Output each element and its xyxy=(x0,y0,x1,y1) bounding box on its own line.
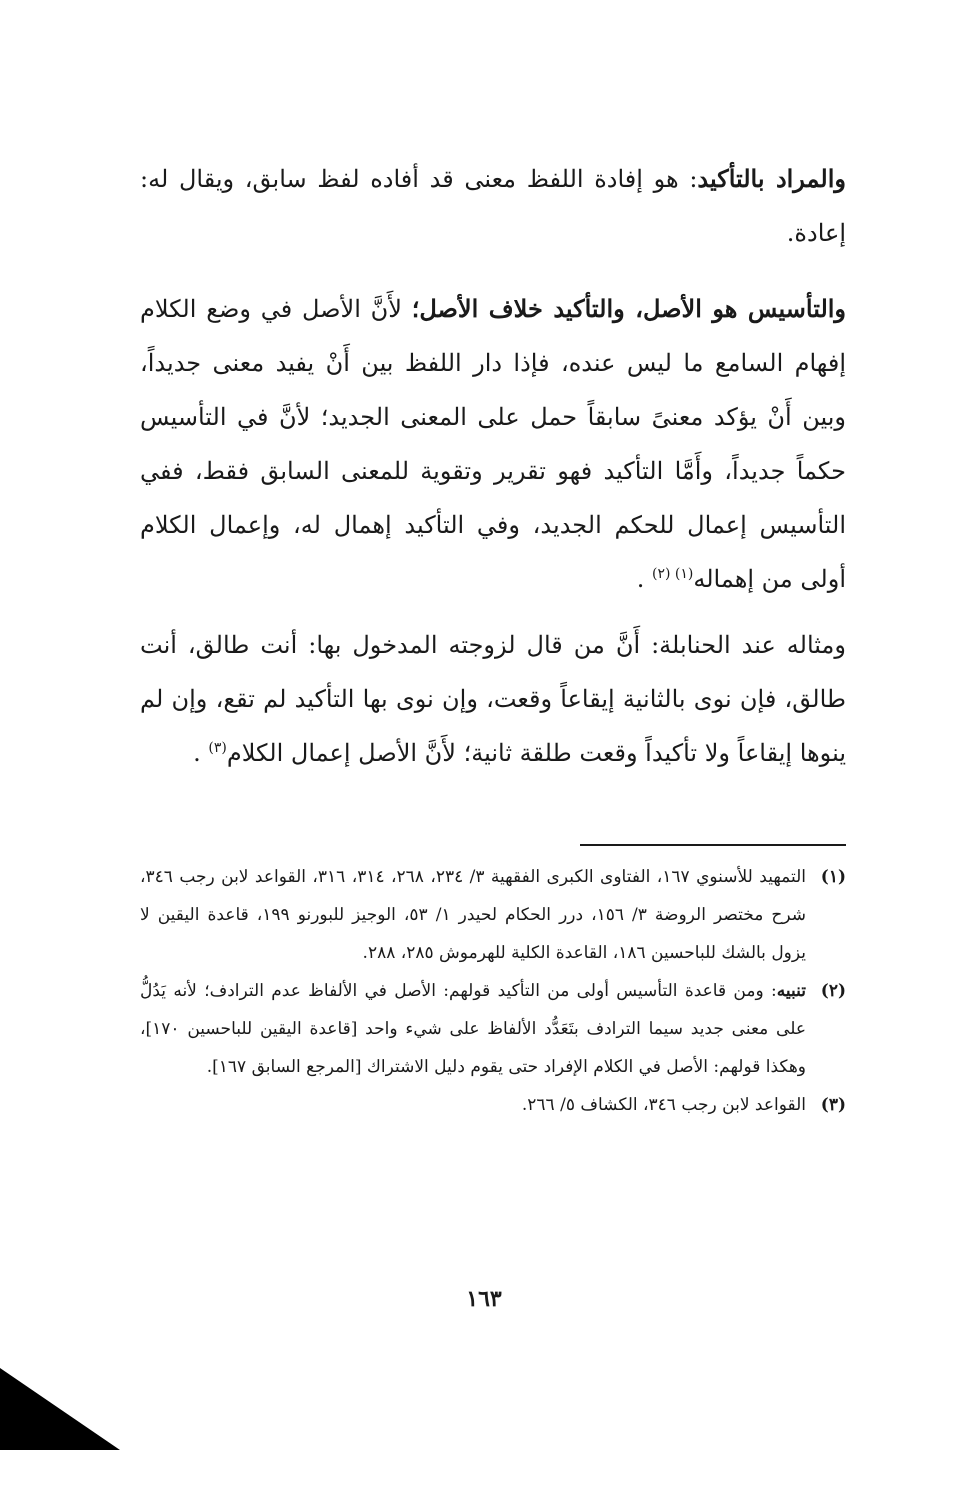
footnote-divider xyxy=(580,844,846,846)
footnotes xyxy=(140,858,846,1124)
paragraph-text: ومثاله عند الحنابلة: أَنَّ من قال لزوجته المدخول بها: أنت طالق، أنت طالق، فإن نوى بالثانية إيقاعاً وقعت، وإن نوى بها التأكيد لم تقع، وإن لم ينوها إيقاعاً ولا تأكيداً وقعت طلقة ثانية؛ لأَنَّ الأصل إعمال الكلام xyxy=(140,631,846,767)
footnote-text: التمهيد للأسنوي ١٦٧، الفتاوى الكبرى الفقهية ٣/ ٢٣٤، ٢٦٨، ٣١٤، ٣١٦، القواعد لابن رجب ٣٤٦، شرح مختصر الروضة ٣/ ١٥٦، درر الحكام لحيدر ١/ ٥٣، الوجيز للبورنو ١٩٩، قاعدة اليقين لا يزول بالشك للباحسين ١٨٦، القاعدة الكلية للهرموش ٢٨٥، ٢٨٨. xyxy=(140,867,807,963)
note-label: تنبيه xyxy=(776,981,806,1001)
paragraph-text: : هو إفادة اللفظ معنى قد أفاده لفظ سابق، ويقال له: إعادة. xyxy=(140,165,846,247)
term-bold: والمراد بالتأكيد xyxy=(697,164,846,193)
footnote-number: (١) xyxy=(820,867,846,887)
footnote-2 xyxy=(140,972,846,1086)
footnote-text: تنبيه: ومن قاعدة التأسيس أولى من التأكيد قولهم: الأصل في الألفاظ عدم الترادف؛ لأنه يَدُلُّ على معنى جديد سيما الترادف بتَعَدُّد الألفاظ على شيء واحد [قاعدة اليقين للباحسين ١٧٠]، وهكذا قولهم: الأصل في الكلام الإفراد حتى يقوم دليل الاشتراك [المرجع السابق ١٦٧]. xyxy=(140,981,806,1077)
page-number: ١٦٣ xyxy=(466,1286,502,1312)
footnote-3 xyxy=(140,1086,846,1124)
paragraph-text: لأَنَّ الأصل في وضع الكلام إفهام السامع ما ليس عنده، فإذا دار اللفظ بين أَنْ يفيد معنى جديداً، وبين أَنْ يؤكد معنىً سابقاً حمل على المعنى الجديد؛ لأنَّ في التأسيس حكماً جديداً، وأَمَّا التأكيد فهو تقرير وتقوية للمعنى السابق فقط، ففي التأسيس إعمال للحكم الجديد، وفي التأكيد إهمال له، وإعمال الكلام أولى من إهماله xyxy=(140,295,846,593)
paragraph-definition xyxy=(140,152,846,260)
footnote-number: (٢) xyxy=(820,981,846,1001)
footnote-1 xyxy=(140,858,846,972)
paragraph-end: . xyxy=(636,565,645,593)
footnote-text: القواعد لابن رجب ٣٤٦، الكشاف ٥/ ٢٦٦. xyxy=(521,1095,806,1115)
footnote-ref: (١) (٢) xyxy=(651,566,694,582)
paragraph-principle xyxy=(140,282,846,606)
footnote-ref: (٣) xyxy=(208,740,227,756)
corner-triangle-mark xyxy=(0,1368,120,1450)
footnote-number: (٣) xyxy=(820,1095,846,1115)
principle-bold: والتأسيس هو الأصل، والتأكيد خلاف الأصل؛ xyxy=(411,294,847,323)
paragraph-end: . xyxy=(193,739,201,767)
paragraph-example xyxy=(140,618,846,780)
